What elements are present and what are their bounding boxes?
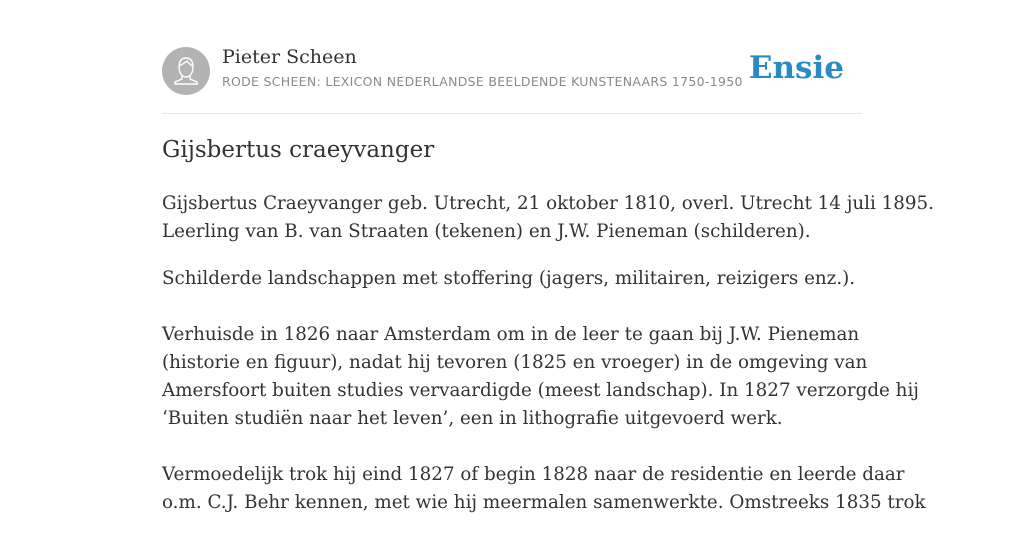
- header-divider: [162, 113, 862, 114]
- article-body: [162, 190, 934, 536]
- paragraph-1: [162, 190, 934, 246]
- paragraph-2: [162, 265, 862, 293]
- paragraph-line: o.m. C.J. Behr kennen, met wie hij meermalen samenwerkte. Omstreeks 1835 trok: [162, 492, 926, 513]
- paragraph-line: Leerling van B. van Straaten (tekenen) en J.W. Pieneman (schilderen).: [162, 221, 811, 242]
- paragraph-line: Schilderde landschappen met stoffering (jagers, militairen, reizigers enz.).: [162, 268, 856, 289]
- article-header: [162, 46, 862, 96]
- ensie-logo[interactable]: Ensie: [748, 50, 844, 86]
- paragraph-4: [162, 461, 926, 517]
- user-icon: [162, 47, 210, 95]
- avatar[interactable]: [162, 47, 210, 95]
- paragraph-line: Verhuisde in 1826 naar Amsterdam om in de leer te gaan bij J.W. Pieneman: [162, 324, 860, 345]
- author-name[interactable]: Pieter Scheen: [222, 46, 357, 68]
- paragraph-line: Vermoedelijk trok hij eind 1827 of begin 1828 naar de residentie en leerde daar: [162, 464, 905, 485]
- paragraph-line: ‘Buiten studiën naar het leven’, een in lithografie uitgevoerd werk.: [162, 408, 783, 429]
- paragraph-line: (historie en figuur), nadat hij tevoren (1825 en vroeger) in de omgeving van: [162, 352, 868, 373]
- source-publication[interactable]: RODE SCHEEN: LEXICON NEDERLANDSE BEELDENDE KUNSTENAARS 1750-1950: [222, 74, 743, 89]
- paragraph-line: Amersfoort buiten studies vervaardigde (meest landschap). In 1827 verzorgde hij: [162, 380, 919, 401]
- paragraph-line: Gijsbertus Craeyvanger geb. Utrecht, 21 oktober 1810, overl. Utrecht 14 juli 1895.: [162, 193, 934, 214]
- paragraph-3: [162, 321, 919, 433]
- article-title: Gijsbertus craeyvanger: [162, 137, 435, 163]
